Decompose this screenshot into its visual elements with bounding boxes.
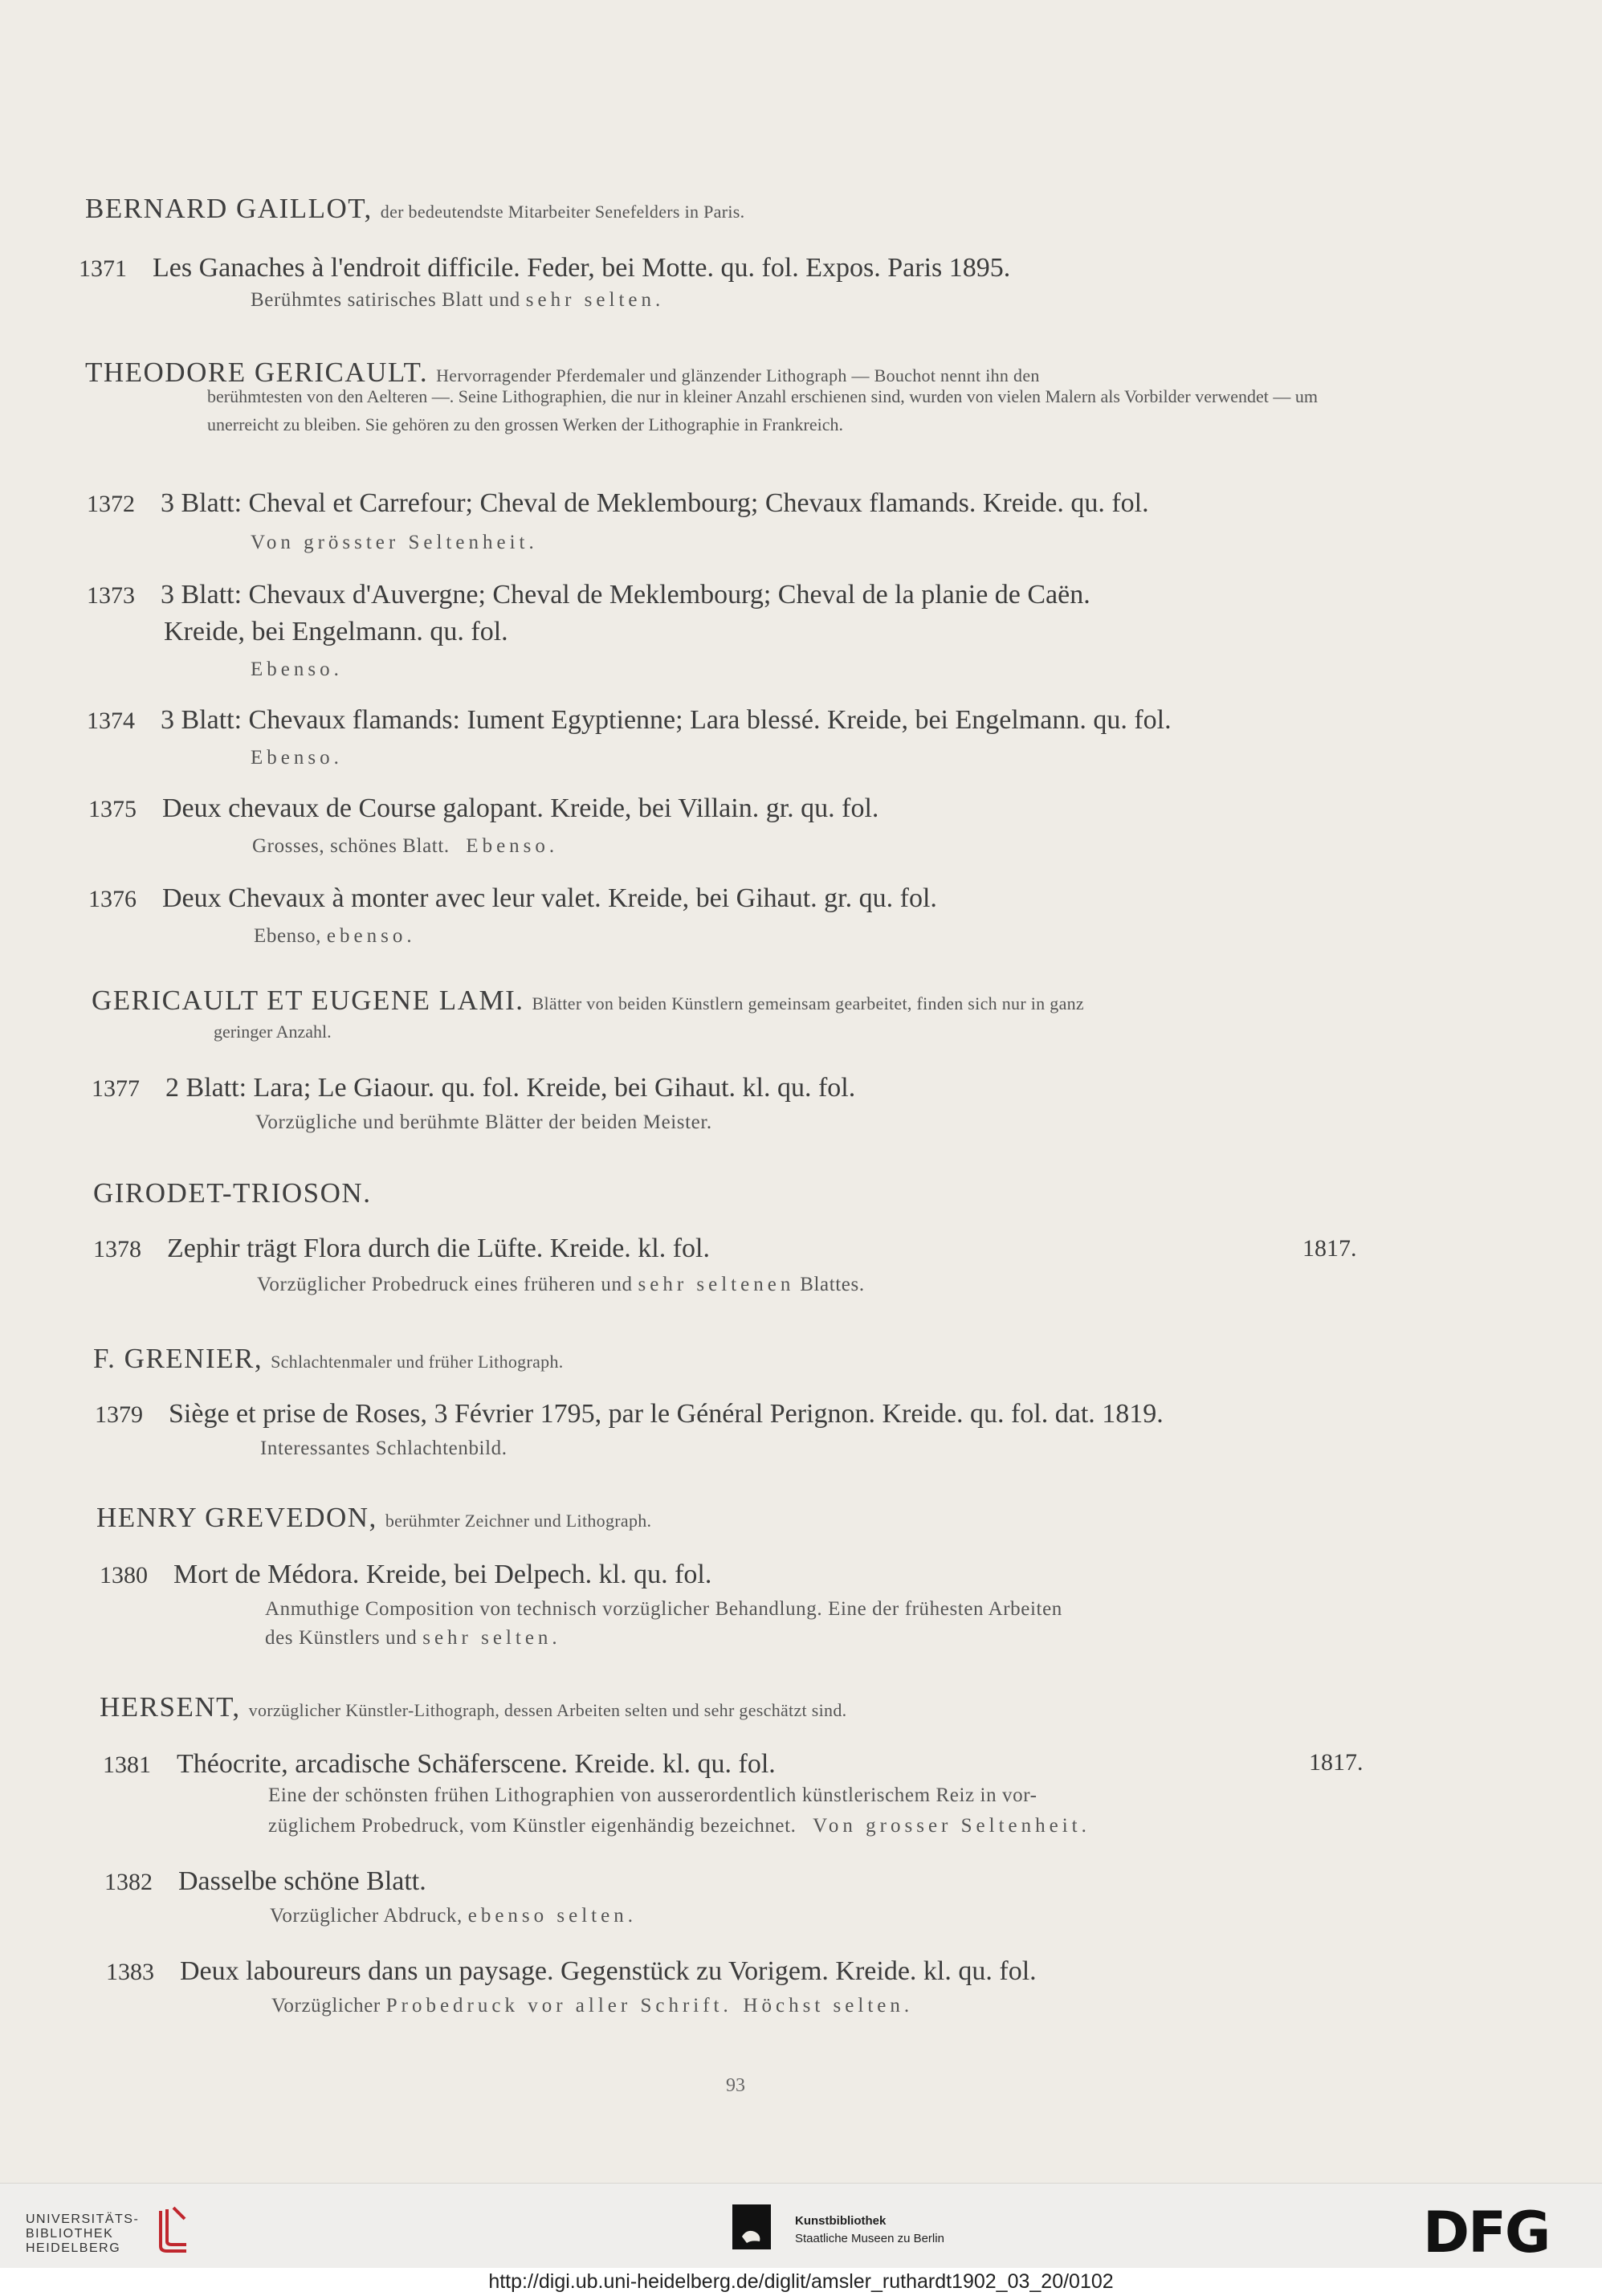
lot-title: 3 Blatt: Cheval et Carrefour; Cheval de Meklembourg; Chevaux flamands. Kreide. qu. fol. (161, 488, 1149, 518)
page-number: 93 (726, 2075, 745, 2096)
remark-emphasis: ebenso selten. (467, 1905, 637, 1927)
artist-note: Hervorragender Pferdemaler und glänzender Lithograph — Bouchot nennt ihn den (436, 365, 1040, 385)
lot-title: Zephir trägt Flora durch die Lüfte. Kreide. kl. fol. (167, 1234, 710, 1263)
lot-number: 1383 (106, 1959, 154, 1985)
remark-emphasis: sehr seltenen (638, 1274, 795, 1295)
entry-1381-date: 1817. (1309, 1749, 1364, 1776)
remark-text: Vorzüglicher (271, 1995, 381, 2017)
lot-number: 1378 (93, 1236, 141, 1262)
lot-title: Siège et prise de Roses, 3 Février 1795, par le Général Perignon. Kreide. qu. fol. dat. 1819. (169, 1399, 1164, 1429)
entry-1379-remark: Interessantes Schlachtenbild. (260, 1438, 508, 1459)
lot-title: Deux Chevaux à monter avec leur valet. Kreide, bei Gihaut. gr. qu. fol. (162, 883, 937, 913)
section-heading-gaillot (85, 193, 744, 225)
kb-line-1: Kunstbibliothek (795, 2214, 887, 2228)
lot-title: 3 Blatt: Chevaux d'Auvergne; Cheval de Meklembourg; Cheval de la planie de Caën. (161, 580, 1090, 610)
lot-title: 2 Blatt: Lara; Le Giaour. qu. fol. Kreide, bei Gihaut. kl. qu. fol. (165, 1073, 856, 1103)
remark-text: Vorzüglicher Probedruck eines früheren und (257, 1274, 633, 1295)
artist-name: THEODORE GERICAULT. (85, 357, 429, 388)
entry-1383 (106, 1956, 1037, 1987)
entry-1382-remark (270, 1905, 637, 1927)
lot-number: 1375 (88, 796, 137, 822)
artist-bio-gericault: berühmtesten von den Aelteren —. Seine Lithographien, die nur in kleiner Anzahl erschienen sind, wurden von vielen Malern als Vorbilder verwendet — um unerreicht zu bleiben. Sie gehören zu den grossen Werken der Lithographie in Frankreich. (207, 386, 1318, 434)
lot-title: 3 Blatt: Chevaux flamands: Iument Egyptienne; Lara blessé. Kreide, bei Engelmann. qu. fol. (161, 705, 1172, 735)
artist-note: der bedeutendste Mitarbeiter Senefelders in Paris. (380, 202, 745, 222)
remark-emphasis: sehr selten. (525, 289, 665, 311)
entry-1377-remark: Vorzügliche und berühmte Blätter der beiden Meister. (255, 1111, 712, 1133)
entry-1383-remark (271, 1995, 913, 2017)
section-heading-grenier (93, 1343, 564, 1375)
lot-number: 1380 (100, 1562, 148, 1588)
entry-1377 (92, 1073, 855, 1103)
kb-line-2: Staatliche Museen zu Berlin (795, 2232, 944, 2245)
remark-text: Berühmtes satirisches Blatt und (251, 289, 520, 311)
ub-line-1: UNIVERSITÄTS- (26, 2212, 140, 2226)
artist-name: F. GRENIER, (93, 1343, 263, 1374)
dfg-logo[interactable]: DFG (1423, 2200, 1550, 2265)
remark-emphasis: ebenso. (326, 925, 416, 947)
remark-emphasis-end: Höchst selten. (743, 1995, 914, 2017)
entry-1379 (95, 1399, 1164, 1429)
permalink-url[interactable]: http://digi.ub.uni-heidelberg.de/diglit/amsler_ruthardt1902_03_20/0102 (0, 2268, 1602, 2296)
ub-heidelberg-logo-icon (145, 2203, 193, 2256)
entry-1376 (88, 883, 937, 914)
remark-text: Grosses, schönes Blatt. (252, 835, 450, 857)
remark-text: Vorzüglicher Abdruck, (270, 1905, 463, 1927)
lot-title: Deux chevaux de Course galopant. Kreide, bei Villain. gr. qu. fol. (162, 793, 879, 823)
section-heading-hersent (100, 1691, 846, 1723)
artist-name: BERNARD GAILLOT, (85, 193, 373, 224)
ub-heidelberg-wordmark[interactable] (26, 2212, 139, 2256)
entry-1375-remark (252, 835, 558, 858)
entry-1380 (100, 1560, 711, 1590)
lot-number: 1381 (103, 1752, 151, 1778)
artist-name: GIRODET-TRIOSON. (93, 1177, 372, 1209)
remark-text: des Künstlers und (265, 1627, 418, 1649)
lot-number: 1377 (92, 1075, 140, 1102)
lot-number: 1373 (87, 582, 135, 609)
artist-name: HENRY GREVEDON, (96, 1502, 377, 1533)
entry-1374 (87, 705, 1172, 736)
entry-1382 (104, 1866, 426, 1897)
viewer-footer (0, 2183, 1602, 2269)
lot-title: Dasselbe schöne Blatt. (178, 1866, 426, 1896)
lot-number: 1372 (87, 491, 135, 517)
entry-1378 (93, 1234, 710, 1264)
entry-1371 (79, 253, 1010, 283)
entry-1378-remark (257, 1274, 865, 1296)
remark-text: züglichem Probedruck, vom Künstler eigenhändig bezeichnet. (268, 1815, 797, 1837)
entry-1372-remark: Von grösster Seltenheit. (251, 532, 538, 553)
artist-name: HERSENT, (100, 1691, 241, 1723)
ub-line-2: BIBLIOTHEK (26, 2227, 114, 2241)
remark-text-end: Blattes. (800, 1274, 865, 1295)
remark-emphasis: sehr selten. (422, 1627, 561, 1649)
section-heading-grevedon (96, 1502, 651, 1534)
lot-number: 1376 (88, 886, 137, 912)
lot-title: Deux laboureurs dans un paysage. Gegenstück zu Vorigem. Kreide. kl. qu. fol. (180, 1956, 1037, 1986)
lot-title: Mort de Médora. Kreide, bei Delpech. kl. qu. fol. (173, 1560, 712, 1589)
lot-number: 1374 (87, 708, 135, 734)
lot-title: Théocrite, arcadische Schäferscene. Kreide. kl. qu. fol. (177, 1749, 776, 1779)
lot-number: 1371 (79, 255, 127, 282)
lot-title: Les Ganaches à l'endroit difficile. Feder, bei Motte. qu. fol. Expos. Paris 1895. (153, 253, 1011, 283)
artist-note: vorzüglicher Künstler-Lithograph, dessen Arbeiten selten und sehr geschätzt sind. (248, 1700, 847, 1720)
entry-1375 (88, 793, 878, 824)
kunstbibliothek-wordmark[interactable] (795, 2212, 944, 2248)
entry-1381-remark: Eine der schönsten frühen Lithographien von ausserordentlich künstlerischem Reiz in vor- (268, 1784, 1037, 1806)
artist-note: Blätter von beiden Künstlern gemeinsam gearbeitet, finden sich nur in ganz (532, 993, 1084, 1013)
entry-1374-remark: Ebenso. (251, 747, 343, 769)
artist-note: berühmter Zeichner und Lithograph. (385, 1511, 652, 1531)
section-heading-girodet (93, 1177, 371, 1209)
lot-number: 1382 (104, 1869, 153, 1895)
entry-1381-remark-cont (268, 1815, 1090, 1837)
entry-1380-remark: Anmuthige Composition von technisch vorzüglicher Behandlung. Eine der frühesten Arbeiten (265, 1598, 1062, 1620)
artist-note-cont: geringer Anzahl. (214, 1022, 332, 1042)
lot-number: 1379 (95, 1401, 143, 1428)
artist-name: GERICAULT ET EUGENE LAMI. (92, 985, 524, 1016)
remark-text: Ebenso, (254, 925, 322, 947)
entry-1373-remark: Ebenso. (251, 659, 343, 680)
remark-emphasis: Von grosser Seltenheit. (813, 1815, 1090, 1837)
entry-1373-title-cont: Kreide, bei Engelmann. qu. fol. (164, 617, 508, 646)
entry-1381 (103, 1749, 776, 1780)
entry-1371-remark (251, 289, 664, 312)
entry-1373 (87, 580, 1090, 610)
entry-1372 (87, 488, 1149, 519)
entry-1380-remark-cont (265, 1627, 561, 1650)
entry-1376-remark (254, 925, 416, 948)
remark-emphasis: Ebenso. (466, 835, 559, 857)
artist-note: Schlachtenmaler und früher Lithograph. (271, 1352, 564, 1372)
section-heading-gericault-lami (92, 985, 1084, 1017)
kunstbibliothek-logo-icon (732, 2204, 771, 2249)
entry-1378-date: 1817. (1302, 1235, 1357, 1262)
remark-emphasis: Probedruck vor aller Schrift. (385, 1995, 732, 2017)
ub-line-3: HEIDELBERG (26, 2241, 121, 2255)
